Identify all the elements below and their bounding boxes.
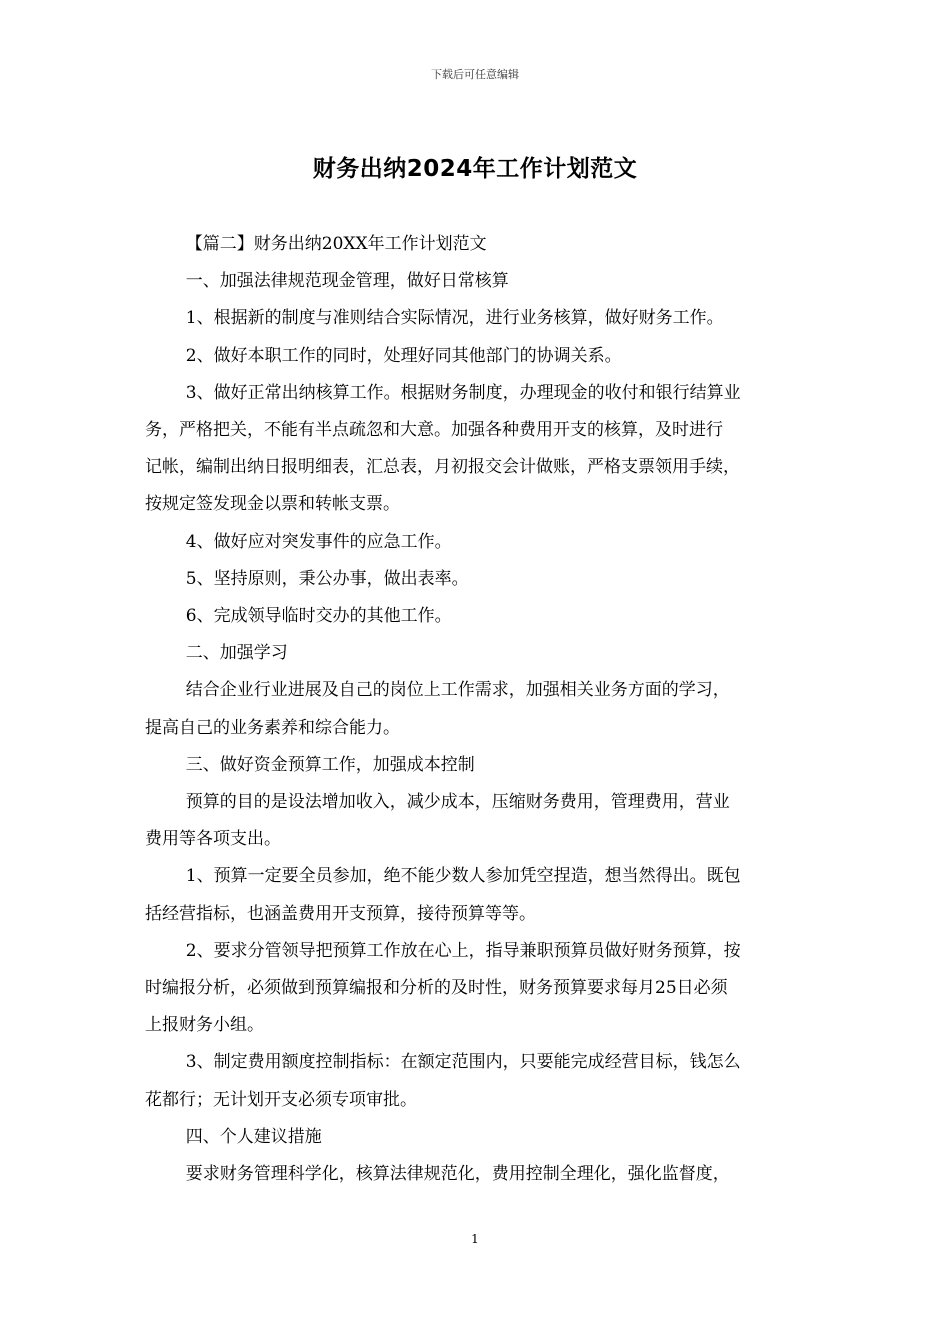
page-number: 1: [471, 1232, 479, 1246]
body-line: 花都行；无计划开支必须专项审批。: [145, 1089, 417, 1110]
body-line: 【篇二】财务出纳20XX年工作计划范文: [185, 234, 487, 254]
body-line: 括经营指标，也涵盖费用开支预算，接待预算等等。: [145, 903, 536, 924]
body-line: 5、坚持原则，秉公办事，做出表率。: [185, 568, 469, 589]
body-line: 记帐，编制出纳日报明细表，汇总表，月初报交会计做账，严格支票领用手续，: [145, 457, 740, 478]
body-line: 6、完成领导临时交办的其他工作。: [185, 606, 452, 627]
body-line: 预算的目的是设法增加收入，减少成本，压缩财务费用，管理费用，营业: [185, 792, 730, 813]
body-line: 2、要求分管领导把预算工作放在心上，指导兼职预算员做好财务预算，按: [185, 940, 741, 961]
body-line: 务，严格把关，不能有半点疏忽和大意。加强各种费用开支的核算，及时进行: [145, 420, 723, 441]
body-line: 按规定签发现金以票和转帐支票。: [145, 494, 400, 515]
body-line: 时编报分析，必须做到预算编报和分析的及时性，财务预算要求每月25日必须: [145, 978, 728, 999]
body-line: 2、做好本职工作的同时，处理好同其他部门的协调关系。: [185, 345, 622, 366]
body-line: 上报财务小组。: [145, 1015, 264, 1036]
body-line: 提高自己的业务素养和综合能力。: [145, 717, 400, 738]
document-title: 财务出纳2024年工作计划范文: [312, 156, 638, 182]
body-line: 结合企业行业进展及自己的岗位上工作需求，加强相关业务方面的学习，: [185, 680, 730, 701]
body-line: 3、做好正常出纳核算工作。根据财务制度，办理现金的收付和银行结算业: [185, 382, 741, 403]
document-body: [145, 226, 820, 1193]
body-line: 要求财务管理科学化，核算法律规范化，费用控制全理化，强化监督度，: [185, 1164, 730, 1185]
body-line: 二、加强学习: [185, 643, 288, 664]
body-line: 四、个人建议措施: [185, 1126, 322, 1147]
page-header: 下载后可任意编辑: [431, 68, 519, 81]
body-line: 1、预算一定要全员参加，绝不能少数人参加凭空捏造，想当然得出。既包: [185, 866, 741, 887]
body-line: 1、根据新的制度与准则结合实际情况，进行业务核算，做好财务工作。: [185, 308, 724, 329]
body-line: 3、制定费用额度控制指标：在额定范围内，只要能完成经营目标，钱怎么: [185, 1052, 741, 1073]
body-line: 4、做好应对突发事件的应急工作。: [185, 531, 452, 552]
body-line: 三、做好资金预算工作，加强成本控制: [185, 754, 475, 775]
body-line: 费用等各项支出。: [145, 829, 281, 850]
body-line: 一、加强法律规范现金管理，做好日常核算: [185, 271, 509, 292]
